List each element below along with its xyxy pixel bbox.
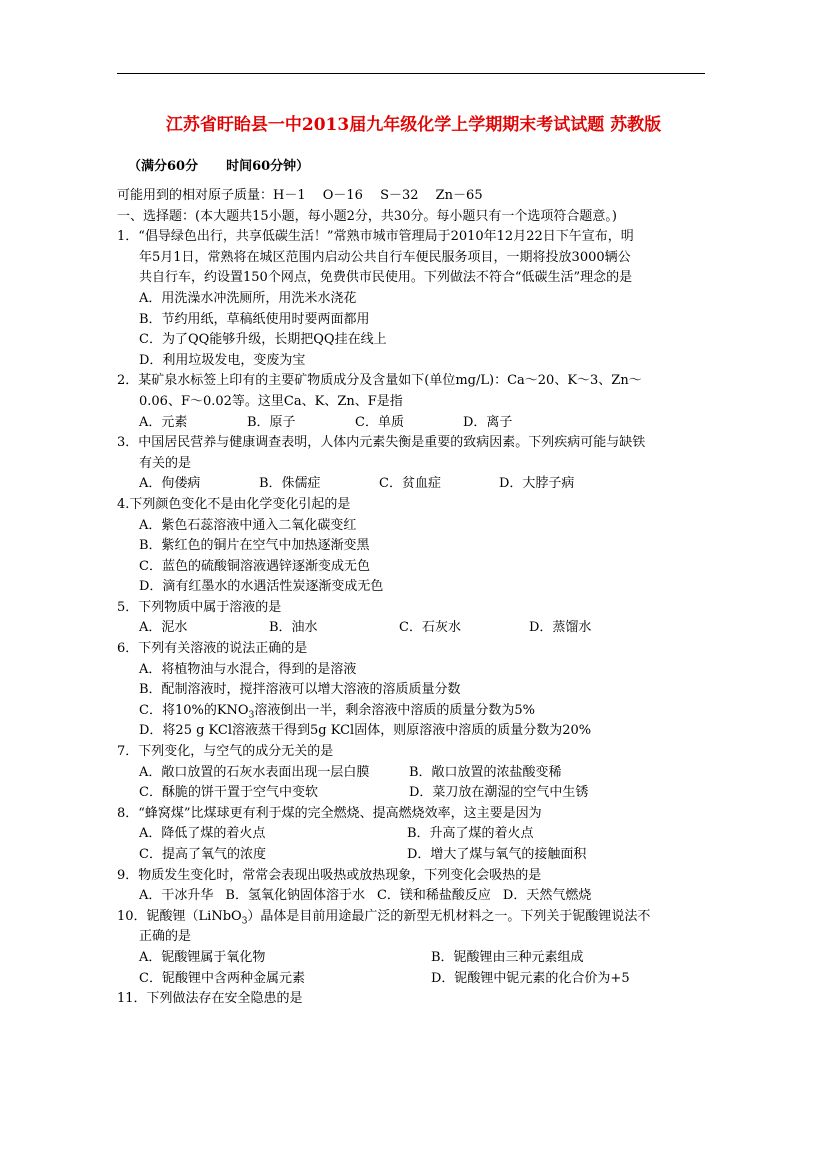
option: D．利用垃圾发电，变废为宝 bbox=[139, 352, 306, 368]
option: B．原子 bbox=[247, 414, 296, 430]
options-row bbox=[117, 413, 717, 434]
exam-time: 时间60分钟） bbox=[226, 159, 310, 174]
section-heading: 一、选择题：(本大题共15小题，每小题2分，共30分。每小题只有一个选项符合题意。) bbox=[117, 208, 617, 224]
option: D．蒸馏水 bbox=[529, 620, 592, 636]
option: B．铌酸锂由三种元素组成 bbox=[431, 949, 584, 965]
options-row bbox=[117, 948, 717, 969]
options-row bbox=[117, 969, 717, 990]
option: A．佝偻病 bbox=[139, 476, 201, 492]
question-stem: 正确的是 bbox=[139, 929, 192, 945]
option: D．大脖子病 bbox=[499, 476, 575, 492]
option: A．敞口放置的石灰水表面出现一层白膜 bbox=[139, 764, 370, 780]
option: C．酥脆的饼干置于空气中变软 bbox=[139, 785, 318, 801]
option: A．泥水 bbox=[139, 620, 188, 636]
option: D．铌酸锂中铌元素的化合价为+5 bbox=[431, 970, 630, 986]
question-stem: 有关的是 bbox=[139, 455, 192, 471]
question-stem: 1．“倡导绿色出行，共享低碳生活！”常熟市城市管理局于2010年12月22日下午宣布，明 bbox=[117, 229, 634, 245]
option: B．氢氧化钠固体溶于水 bbox=[225, 888, 365, 904]
question-stem: 0.06、F～0.02等。这里Ca、K、Zn、F是指 bbox=[139, 393, 403, 409]
question-stem: 11．下列做法存在安全隐患的是 bbox=[117, 991, 303, 1007]
option: A．用洗澡水冲洗厕所，用洗米水浇花 bbox=[139, 290, 357, 306]
option: B．油水 bbox=[269, 620, 318, 636]
question-stem: 2．某矿泉水标签上印有的主要矿物质成分及含量如下(单位mg/L)：Ca～20、K～3、Zn～ bbox=[117, 373, 642, 389]
option: D．滴有红墨水的水遇活性炭逐渐变成无色 bbox=[139, 579, 384, 595]
option: B．紫红色的铜片在空气中加热逐渐变黑 bbox=[139, 538, 370, 554]
option: A．干冰升华 bbox=[139, 888, 214, 904]
question-stem: 共自行车，约设置150个网点，免费供市民使用。下列做法不符合“低碳生活”理念的是 bbox=[139, 270, 633, 286]
exam-meta bbox=[128, 155, 309, 174]
option: C．将10%的$KNO_3$溶液倒出一半，剩余溶液中溶质的质量分数为5% bbox=[139, 702, 535, 721]
options-row bbox=[117, 886, 717, 907]
option: C．为了QQ能够升级，长期把QQ挂在线上 bbox=[139, 332, 387, 348]
option: B．侏儒症 bbox=[259, 476, 321, 492]
question-stem: 5．下列物质中属于溶液的是 bbox=[117, 599, 282, 615]
question-stem: 8．“蜂窝煤”比煤球更有利于煤的完全燃烧、提高燃烧效率，这主要是因为 bbox=[117, 805, 542, 821]
question-stem: 年5月1日，常熟将在城区范围内启动公共自行车便民服务项目，一期将投放3000辆公 bbox=[139, 249, 631, 265]
option: C．石灰水 bbox=[399, 620, 461, 636]
option: C．镁和稀盐酸反应 bbox=[376, 888, 491, 904]
option: C．单质 bbox=[355, 414, 404, 430]
option: B．节约用纸，草稿纸使用时要两面都用 bbox=[139, 311, 370, 327]
document-title: 江苏省盱眙县一中2013届九年级化学上学期期末考试试题 苏教版 bbox=[165, 115, 662, 135]
option: A．元素 bbox=[139, 414, 188, 430]
option: A．降低了煤的着火点 bbox=[139, 826, 266, 842]
top-rule bbox=[117, 73, 705, 74]
options-row bbox=[117, 618, 717, 639]
options-row bbox=[117, 783, 717, 804]
options-row bbox=[117, 763, 717, 784]
question-stem: 9．物质发生变化时，常常会表现出吸热或放热现象，下列变化会吸热的是 bbox=[117, 867, 542, 883]
options-row bbox=[117, 845, 717, 866]
option: D．离子 bbox=[463, 414, 513, 430]
option: B．配制溶液时，搅拌溶液可以增大溶液的溶质质量分数 bbox=[139, 682, 461, 698]
question-stem: 7．下列变化，与空气的成分无关的是 bbox=[117, 744, 334, 760]
exam-content bbox=[117, 186, 717, 1010]
option: A．紫色石蕊溶液中通入二氧化碳变红 bbox=[139, 517, 357, 533]
atomic-masses: 可能用到的相对原子质量：H－1 O－16 S－32 Zn－65 bbox=[117, 188, 483, 203]
option: A．铌酸锂属于氧化物 bbox=[139, 949, 266, 965]
options-row bbox=[117, 824, 717, 845]
options-row bbox=[117, 474, 717, 495]
option: D．将25 g KCl溶液蒸干得到5g KCl固体，则原溶液中溶质的质量分数为20% bbox=[139, 723, 592, 739]
option: B．升高了煤的着火点 bbox=[407, 826, 534, 842]
option: D．天然气燃烧 bbox=[502, 888, 592, 904]
option: C．铌酸锂中含两种金属元素 bbox=[139, 970, 305, 986]
question-stem: 4.下列颜色变化不是由化学变化引起的是 bbox=[117, 496, 351, 512]
option: D．增大了煤与氧气的接触面积 bbox=[407, 847, 587, 862]
option: C．贫血症 bbox=[379, 476, 441, 492]
option: C．蓝色的硫酸铜溶液遇锌逐渐变成无色 bbox=[139, 558, 370, 574]
full-score: （满分60分 bbox=[128, 159, 199, 174]
option: B．敞口放置的浓盐酸变稀 bbox=[409, 764, 562, 780]
option: D．菜刀放在潮湿的空气中生锈 bbox=[409, 785, 589, 801]
question-stem: 10．铌酸锂（LiNbO$_3$）晶体是目前用途最广泛的新型无机材料之一。下列关于铌酸锂说法不 bbox=[117, 908, 651, 927]
question-stem: 6．下列有关溶液的说法正确的是 bbox=[117, 641, 308, 657]
option: A．将植物油与水混合，得到的是溶液 bbox=[139, 661, 357, 677]
option: C．提高了氧气的浓度 bbox=[139, 847, 266, 862]
question-stem: 3．中国居民营养与健康调查表明，人体内元素失衡是重要的致病因素。下列疾病可能与缺铁 bbox=[117, 435, 646, 451]
